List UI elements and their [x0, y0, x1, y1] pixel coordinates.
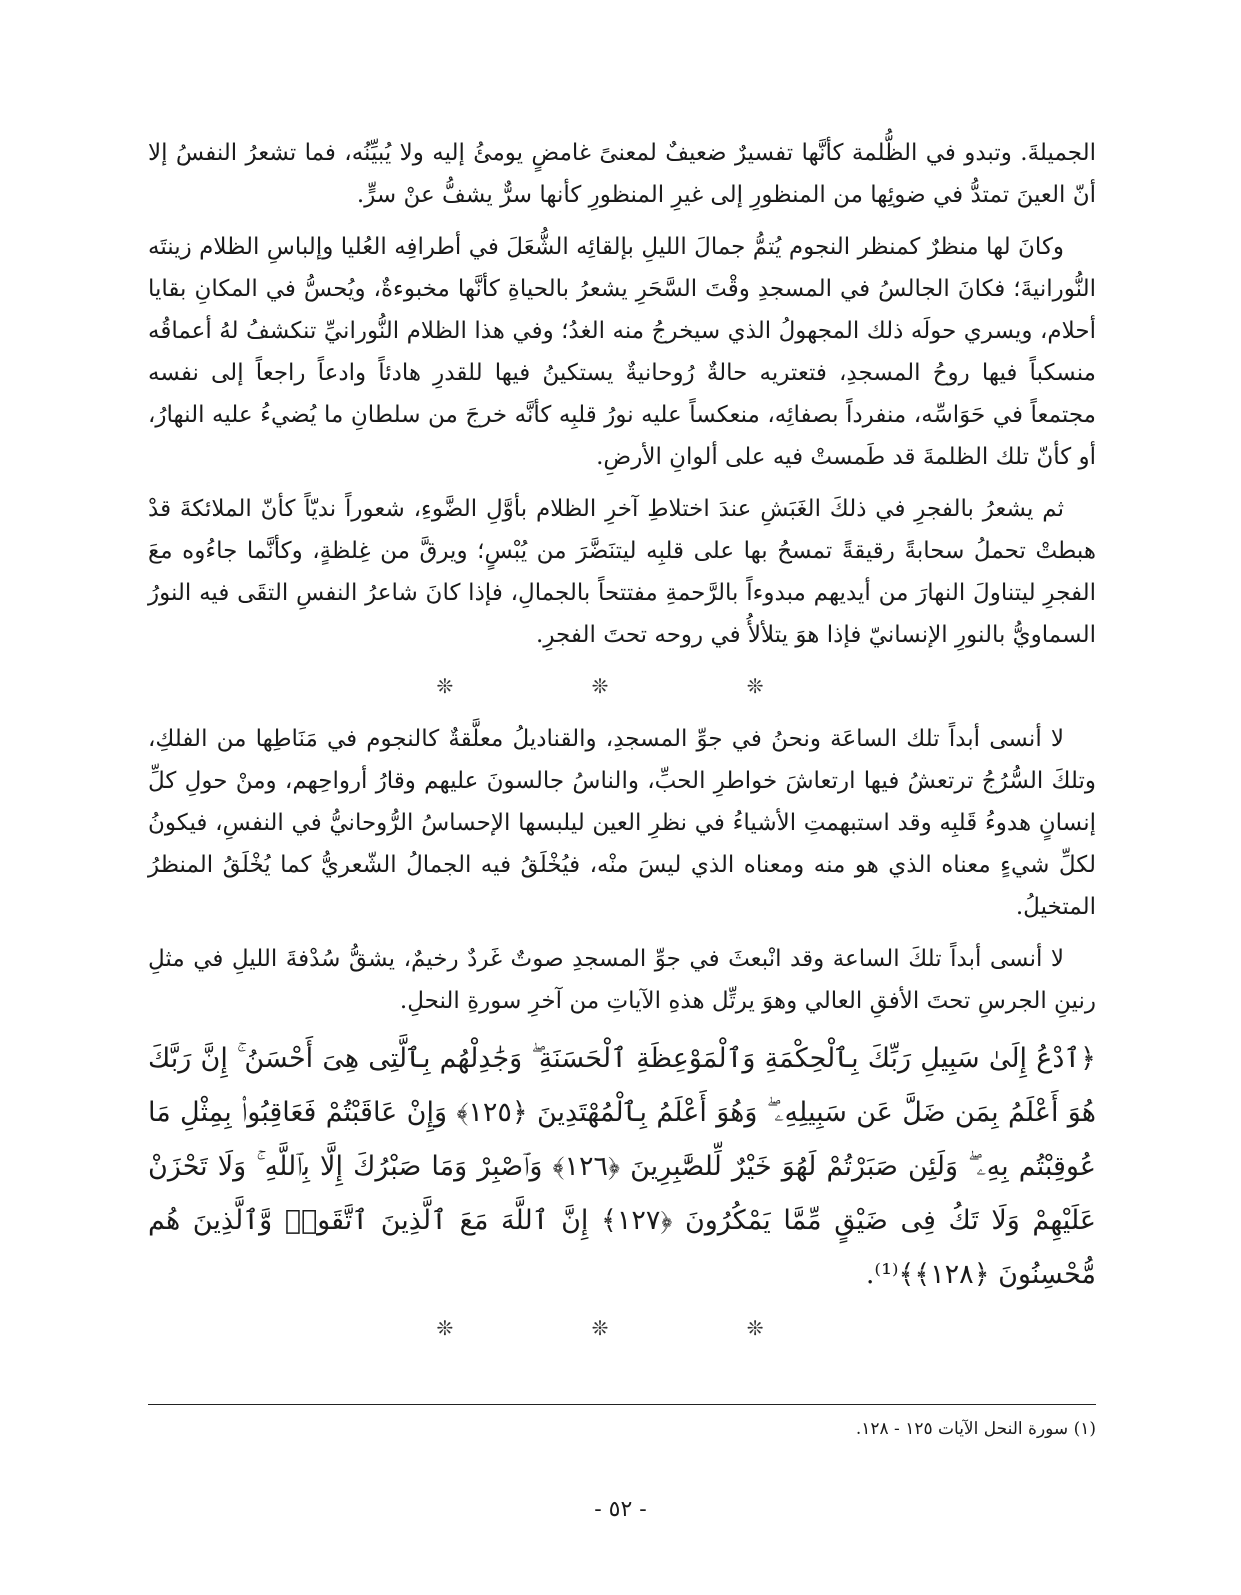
quran-verses: ﴿ٱدْعُ إِلَىٰ سَبِيلِ رَبِّكَ بِٱلْحِكْمَةِ وَٱلْمَوْعِظَةِ ٱلْحَسَنَةِ ۖ وَجَٰدِلْهُم بِٱلَّتِى هِىَ أَحْسَنُ ۚ إِنَّ رَبَّكَ هُوَ أَعْلَمُ بِمَن ضَلَّ عَن سَبِيلِهِۦ ۖ وَهُوَ أَعْلَمُ بِٱلْمُهْتَدِينَ ﴿١٢٥﴾ وَإِنْ عَاقَبْتُمْ فَعَاقِبُوا۟ بِمِثْلِ مَا عُوقِبْتُم بِهِۦ ۖ وَلَئِن صَبَرْتُمْ لَهُوَ خَيْرٌ لِّلصَّٰبِرِينَ ﴿١٢٦﴾ وَٱصْبِرْ وَمَا صَبْرُكَ إِلَّا بِٱللَّهِ ۚ وَلَا تَحْزَنْ عَلَيْهِمْ وَلَا تَكُ فِى ضَيْقٍ مِّمَّا يَمْكُرُونَ ﴿١٢٧﴾ إِنَّ ٱللَّهَ مَعَ ٱلَّذِينَ ٱتَّقَوا۟ وَّٱلَّذِينَ هُم مُّحْسِنُونَ ﴿١٢٨﴾﴾⁽¹⁾.	[148, 1043, 1096, 1290]
footnote: (١) سورة النحل الآيات ١٢٥ - ١٢٨.	[855, 1419, 1096, 1439]
paragraph-1: الجميلةَ. وتبدو في الظُّلمة كأنَّها تفسيرٌ ضعيفٌ لمعنىً غامضٍ يومئُ إليه ولا يُبيِّنُه، فما تشعرُ النفسُ إلا أنّ العينَ تمتدُّ في ضوئِها من المنظورِ إلى غيرِ المنظورِ كأنها سرٌّ يشفُّ عنْ سرٍّ.	[148, 140, 1096, 208]
paragraph-2: وكانَ لها منظرٌ كمنظر النجوم يُتمُّ جمالَ الليلِ بإلقائِه الشُّعَلَ في أطرافِه العُليا وإلباسِ الظلام زينتَه النُّورانيةَ؛ فكانَ الجالسُ في المسجدِ وقْتَ السَّحَرِ يشعرُ بالحياةِ كأنَّها مخبوءةٌ، ويُحسُّ في المكانِ بقايا أحلام، ويسري حولَه ذلك المجهولُ الذي سيخرجُ منه الغدُ؛ وفي هذا الظلام النُّورانيِّ تنكشفُ لهُ أعماقُه منسكباً فيها روحُ المسجدِ، فتعتريه حالةٌ رُوحانيةٌ يستكينُ فيها للقدرِ هادئاً وادعاً راجعاً إلى نفسه مجتمعاً في حَوَاسِّه، منفرداً بصفائِه، منعكساً عليه نورُ قلبِه كأنَّه خرجَ من سلطانِ ما يُضيءُ عليه النهارُ، أو كأنّ تلك الظلمةَ قد طَمستْ فيه على ألوانِ الأرضِ.	[148, 234, 1096, 470]
asterism-glyph: ❊	[436, 1316, 498, 1340]
asterism-glyph: ❊	[591, 674, 653, 698]
paragraph-5: لا أنسى أبداً تلكَ الساعة وقد انْبعثَ في جوِّ المسجدِ صوتٌ غَردٌ رخيمٌ، يشقُّ سُدْفةَ الليلِ في مثلِ رنينِ الجرسِ تحتَ الأفقِ العالي وهوَ يرتِّل هذهِ الآياتِ من آخرِ سورةِ النحلِ.	[148, 946, 1096, 1014]
section-separator-2	[148, 1308, 1096, 1348]
footnote-divider	[148, 1404, 1096, 1405]
asterism-glyph: ❊	[591, 1316, 653, 1340]
paragraph-3: ثم يشعرُ بالفجرِ في ذلكَ الغَبَشِ عندَ اختلاطِ آخرِ الظلام بأوَّلِ الضَّوءِ، شعوراً نديّاً كأنّ الملائكةَ قدْ هبطتْ تحملُ سحابةً رقيقةً تمسحُ بها على قلبِه ليتنَضَّرَ من يُبْسٍ؛ ويرقَّ من غِلظةٍ، وكأنَّما جاءُوه معَ الفجرِ ليتناولَ النهارَ من أيديهم مبدوءاً بالرَّحمةِ مفتتحاً بالجمالِ، فإذا كانَ شاعرُ النفسِ التقَى فيه النورُ السماويُّ بالنورِ الإنسانيّ فإذا هوَ يتلألأُ في روحه تحتَ الفجرِ.	[148, 496, 1096, 648]
section-separator-1	[148, 666, 1096, 706]
asterism-glyph: ❊	[746, 1316, 808, 1340]
page-body	[148, 132, 1096, 1360]
page-number: - ٥٢ -	[594, 1497, 647, 1522]
paragraph-4: لا أنسى أبداً تلك الساعَة ونحنُ في جوِّ المسجدِ، والقناديلُ معلَّقةٌ كالنجوم في مَنَاطِها من الفلكِ، وتلكَ السُّرُجُ ترتعشُ فيها ارتعاشَ خواطرِ الحبِّ، والناسُ جالسونَ عليهم وقارُ أرواحِهم، ومنْ حولِ كلِّ إنسانٍ هدوءُ قَلبِه وقد استبهمتِ الأشياءُ في نظرِ العين ليلبسها الإحساسُ الرُّوحانيُّ في النفسِ، فيكونُ لكلِّ شيءٍ معناه الذي هو منه ومعناه الذي ليسَ منْه، فيُخْلَقُ فيه الجمالُ الشّعريُّ كما يُخْلَقُ المنظرُ المتخيلُ.	[148, 726, 1096, 920]
asterism-glyph: ❊	[746, 674, 808, 698]
asterism-glyph: ❊	[436, 674, 498, 698]
